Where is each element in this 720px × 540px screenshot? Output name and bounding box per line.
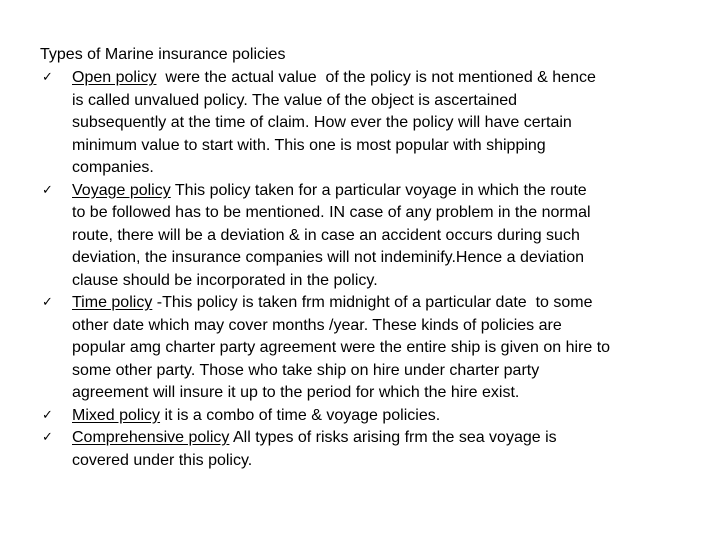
checkmark-icon: ✓: [42, 430, 53, 445]
policy-term: Mixed policy: [72, 406, 161, 424]
policy-term: Voyage policy: [72, 181, 171, 199]
policy-line: deviation, the insurance companies will not indeminify.Hence a deviation: [72, 249, 584, 266]
policy-line: popular amg charter party agreement were the entire ship is given on hire to: [72, 339, 611, 356]
policy-line: agreement will insure it up to the period for which the hire exist.: [72, 384, 520, 401]
policy-line: companies.: [72, 159, 154, 176]
policy-line: [72, 180, 680, 203]
policy-item-time: [40, 292, 680, 405]
policy-text: All types of risks arising frm the sea voyage is: [229, 429, 557, 446]
policy-text: This policy taken for a particular voyage in which the route: [170, 181, 587, 199]
checkmark-icon: ✓: [42, 182, 53, 198]
policy-list: [40, 67, 680, 472]
checkmark-icon: ✓: [42, 407, 53, 423]
policy-line: [72, 292, 680, 315]
policy-text: it is a combo of time & voyage policies.: [160, 406, 441, 424]
policy-line: other date which may cover months /year. These kinds of policies are: [72, 316, 562, 334]
policy-text: -This policy is taken frm midnight of a particular date to some: [152, 294, 593, 311]
checkmark-icon: ✓: [42, 70, 53, 85]
policy-line: to be followed has to be mentioned. IN case of any problem in the normal: [72, 204, 591, 221]
policy-line: covered under this policy.: [72, 451, 253, 469]
policy-line: [72, 405, 680, 428]
slide-content: [40, 44, 680, 472]
slide-title: Types of Marine insurance policies: [40, 46, 286, 63]
policy-term: Open policy: [72, 69, 157, 86]
policy-item-voyage: [40, 180, 680, 293]
policy-line: minimum value to start with. This one is most popular with shipping: [72, 136, 546, 154]
policy-line: some other party. Those who take ship on hire under charter party: [72, 361, 540, 379]
policy-term: Comprehensive policy: [72, 429, 230, 446]
policy-line: [72, 427, 680, 450]
policy-line: clause should be incorporated in the policy.: [72, 271, 378, 289]
policy-item-comprehensive: [40, 427, 680, 472]
policy-line: route, there will be a deviation & in case an accident occurs during such: [72, 226, 580, 244]
policy-item-mixed: [40, 405, 680, 428]
policy-text: were the actual value of the policy is not mentioned & hence: [156, 69, 596, 86]
policy-line: subsequently at the time of claim. How ever the policy will have certain: [72, 114, 572, 131]
checkmark-icon: ✓: [42, 295, 53, 310]
policy-term: Time policy: [72, 294, 153, 311]
policy-line: is called unvalued policy. The value of the object is ascertained: [72, 91, 518, 109]
policy-item-open: [40, 67, 680, 180]
policy-line: [72, 67, 680, 90]
